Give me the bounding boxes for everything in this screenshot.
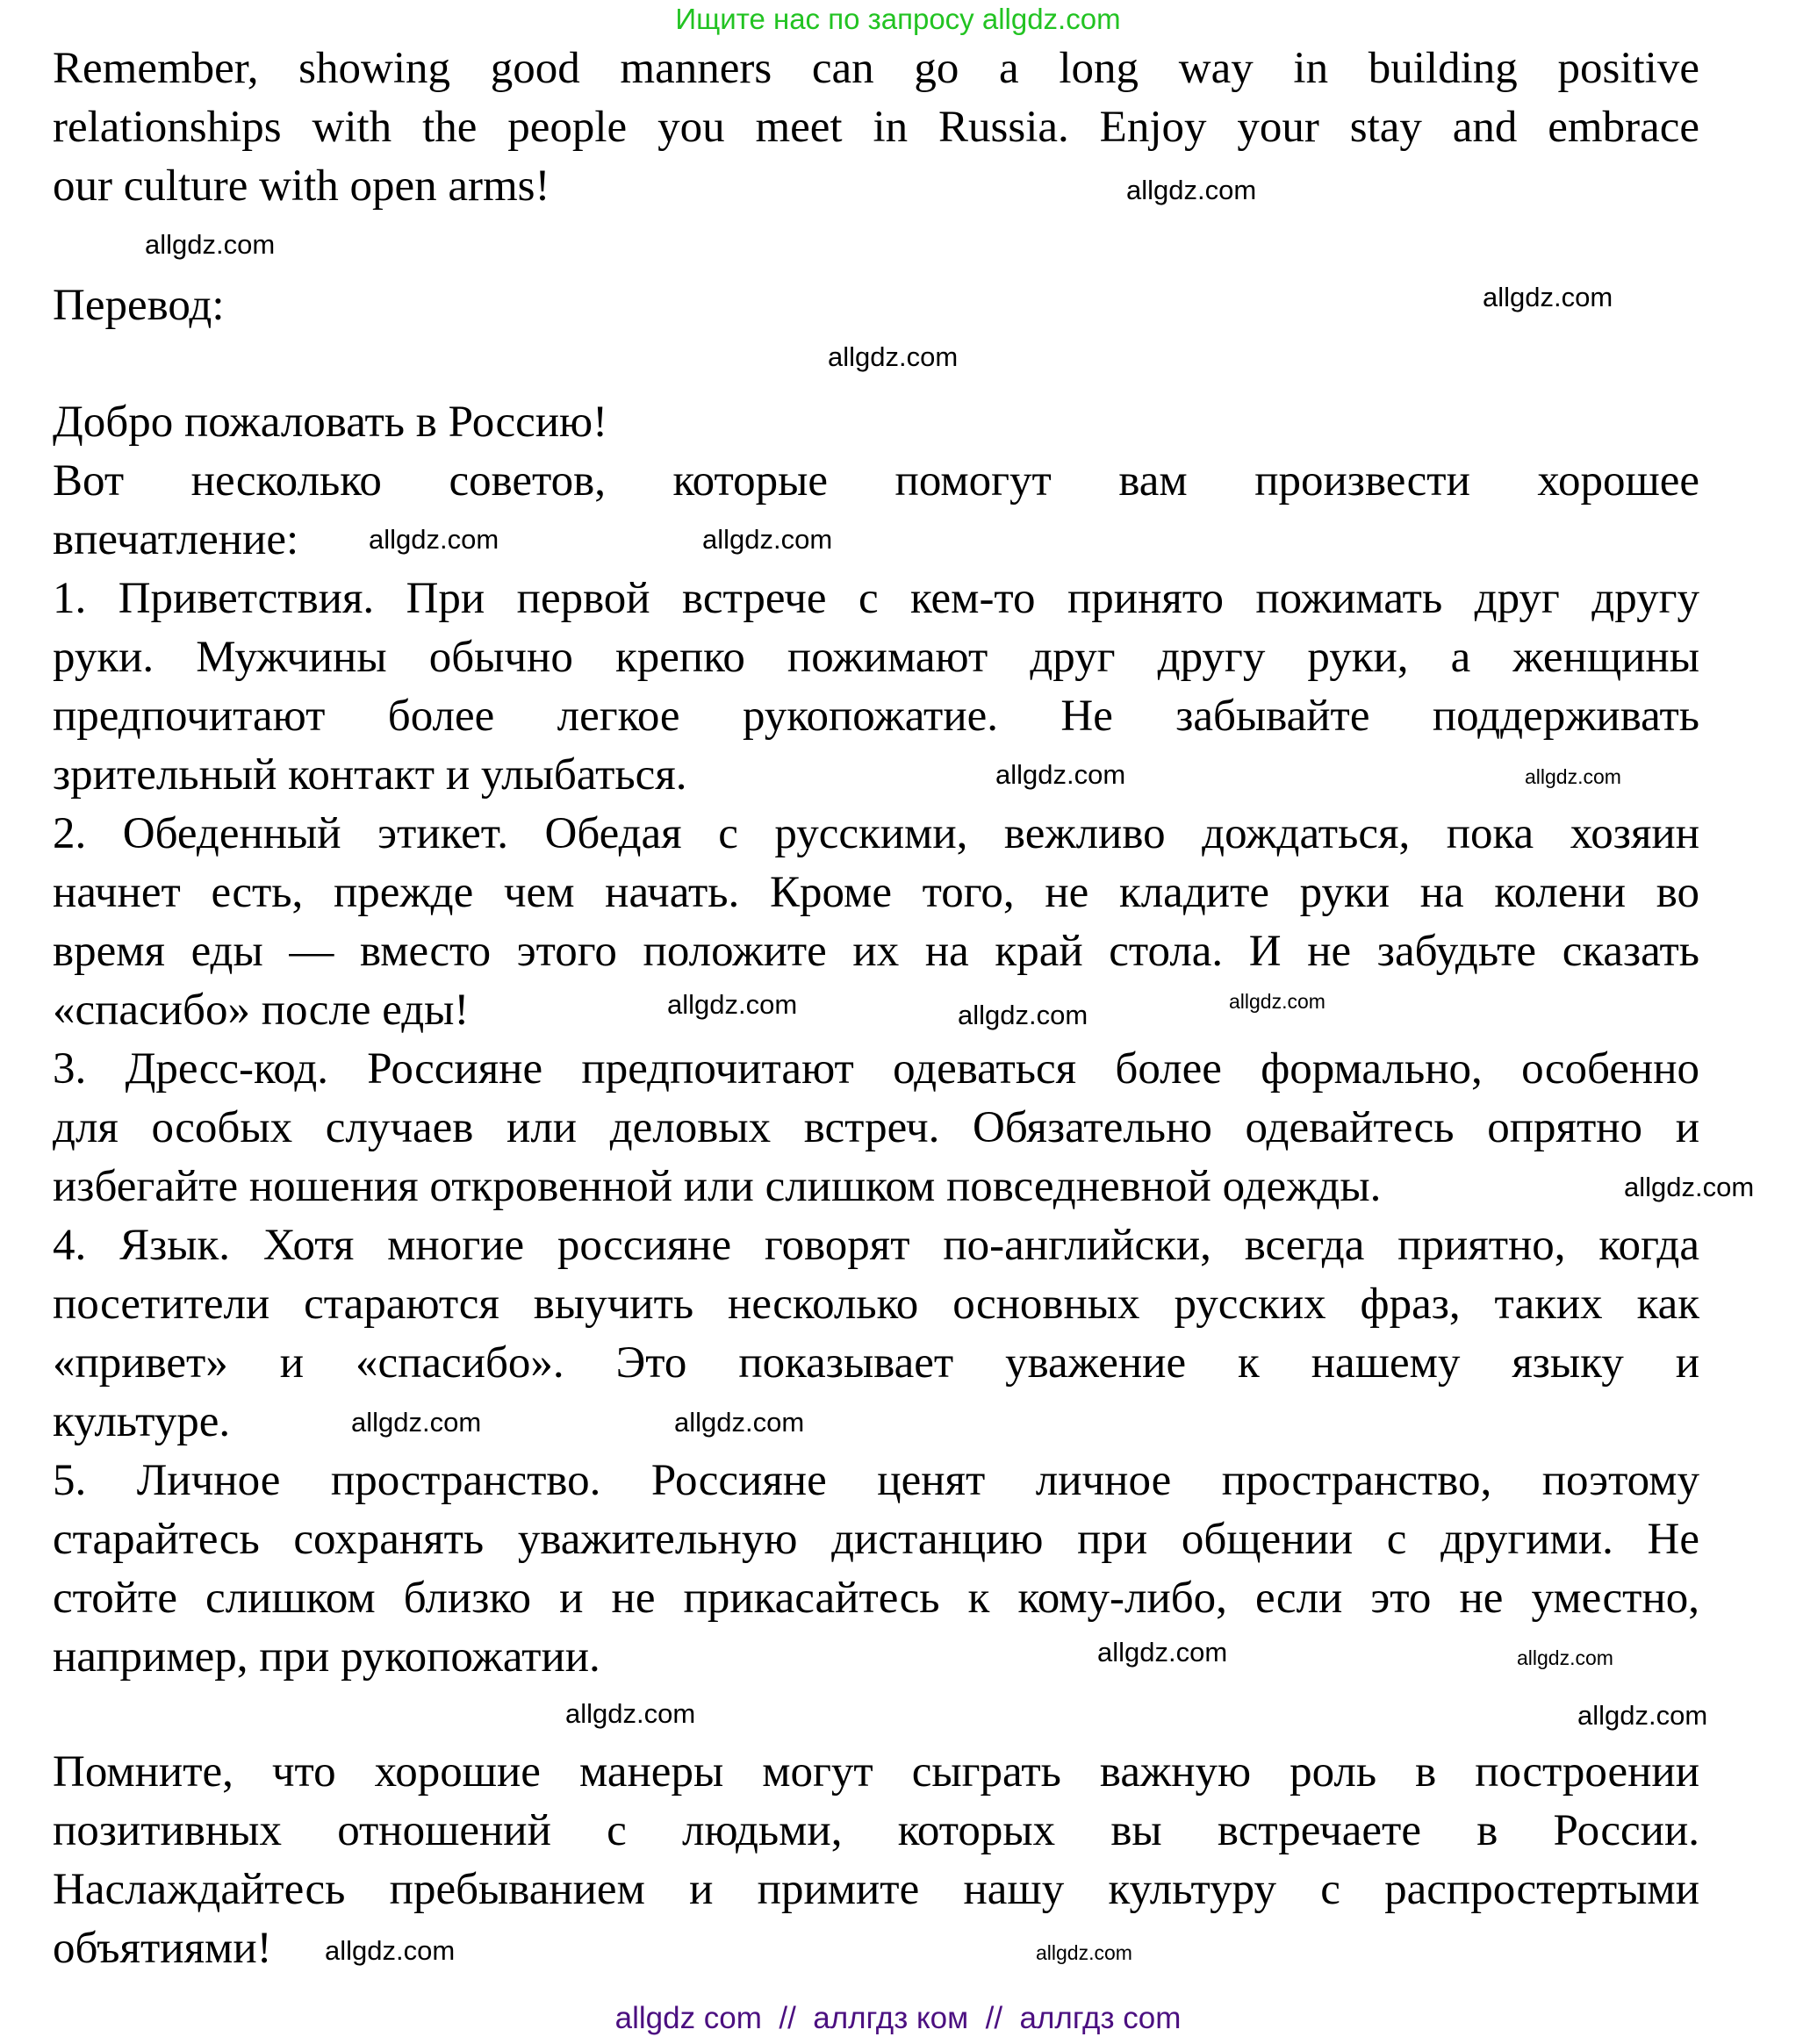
watermark: allgdz.com xyxy=(1525,765,1621,788)
paragraph xyxy=(53,39,1699,216)
text-line: культуре. xyxy=(53,1397,231,1446)
paragraph xyxy=(53,570,1699,805)
paragraph xyxy=(53,452,1699,570)
text-line: впечатление: xyxy=(53,515,299,564)
watermark: allgdz.com xyxy=(1483,282,1613,312)
text-line: 4. Язык. Хотя многие россияне говорят по-английски, всегда приятно, когда xyxy=(53,1221,1699,1270)
text-line: Перевод: xyxy=(53,281,225,330)
text-line: посетители стараются выучить несколько основных русских фраз, таких как xyxy=(53,1280,1699,1329)
paragraph xyxy=(53,1452,1699,1687)
text-line: Добро пожаловать в Россию! xyxy=(53,398,608,447)
text-line: 3. Дресс-код. Россияне предпочитают одеваться более формально, особенно xyxy=(53,1044,1699,1094)
watermark: allgdz.com xyxy=(565,1698,696,1729)
watermark: allgdz.com xyxy=(1126,175,1257,205)
paragraph xyxy=(53,1743,1699,1978)
watermark: allgdz.com xyxy=(1624,1172,1755,1202)
text-line: Помните, что хорошие манеры могут сыграть важную роль в построении xyxy=(53,1747,1699,1797)
watermark: allgdz.com xyxy=(325,1935,456,1966)
watermark: allgdz.com xyxy=(1097,1637,1228,1667)
text-line: our culture with open arms! xyxy=(53,161,550,211)
watermark: allgdz.com xyxy=(1229,990,1325,1013)
text-line: руки. Мужчины обычно крепко пожимают друг другу руки, а женщины xyxy=(53,633,1699,682)
text-line: начнет есть, прежде чем начать. Кроме того, не кладите руки на колени во xyxy=(53,868,1699,917)
text-line: старайтесь сохранять уважительную дистанцию при общении с другими. Не xyxy=(53,1515,1699,1564)
text-line: 1. Приветствия. При первой встрече с кем-то принято пожимать друг другу xyxy=(53,574,1699,623)
text-line: зрительный контакт и улыбаться. xyxy=(53,750,687,800)
search-banner: Ищите нас по запросу allgdz.com xyxy=(675,3,1121,35)
text-line: например, при рукопожатии. xyxy=(53,1632,600,1682)
paragraph xyxy=(53,393,1699,452)
text-line: 5. Личное пространство. Россияне ценят личное пространство, поэтому xyxy=(53,1456,1699,1505)
paragraph xyxy=(53,1216,1699,1452)
text-line: время еды — вместо этого положите их на край стола. И не забудьте сказать xyxy=(53,927,1699,976)
watermark: allgdz.com xyxy=(674,1407,805,1438)
text-line: «привет» и «спасибо». Это показывает уважение к нашему языку и xyxy=(53,1338,1699,1388)
watermark: allgdz.com xyxy=(369,524,499,555)
watermark: allgdz.com xyxy=(1517,1646,1613,1669)
text-line: избегайте ношения откровенной или слишком повседневной одежды. xyxy=(53,1162,1382,1211)
text-line: Remember, showing good manners can go a long way in building positive xyxy=(53,44,1699,93)
watermark: allgdz.com xyxy=(995,759,1126,790)
watermark: allgdz.com xyxy=(145,229,276,260)
text-line: «спасибо» после еды! xyxy=(53,986,470,1035)
watermark: allgdz.com xyxy=(667,989,798,1020)
text-line: Наслаждайтесь пребыванием и примите нашу культуру с распростертыми xyxy=(53,1865,1699,1914)
watermark: allgdz.com xyxy=(1036,1941,1132,1964)
text-line: relationships with the people you meet in Russia. Enjoy your stay and embrace xyxy=(53,103,1699,152)
text-line: стойте слишком близко и не прикасайтесь к кому-либо, если это не уместно, xyxy=(53,1574,1699,1623)
watermark: allgdz.com xyxy=(702,524,833,555)
watermark: allgdz.com xyxy=(351,1407,482,1438)
footer-links[interactable]: allgdz com // аллгдз ком // аллгдз com xyxy=(614,2001,1182,2035)
text-line: для особых случаев или деловых встреч. Обязательно одевайтесь опрятно и xyxy=(53,1103,1699,1152)
text-line: Вот несколько советов, которые помогут вам произвести хорошее xyxy=(53,456,1699,506)
text-line: предпочитают более легкое рукопожатие. Не забывайте поддерживать xyxy=(53,692,1699,741)
watermark: allgdz.com xyxy=(958,1000,1088,1030)
paragraph xyxy=(53,1040,1699,1216)
watermark: allgdz.com xyxy=(1577,1700,1708,1731)
text-line: объятиями! xyxy=(53,1924,272,1973)
text-line: позитивных отношений с людьми, которых вы встречаете в России. xyxy=(53,1806,1699,1855)
text-line: 2. Обеденный этикет. Обедая с русскими, вежливо дождаться, пока хозяин xyxy=(53,809,1699,858)
translation-heading xyxy=(53,276,1699,335)
paragraph xyxy=(53,805,1699,1040)
watermark: allgdz.com xyxy=(828,341,959,372)
